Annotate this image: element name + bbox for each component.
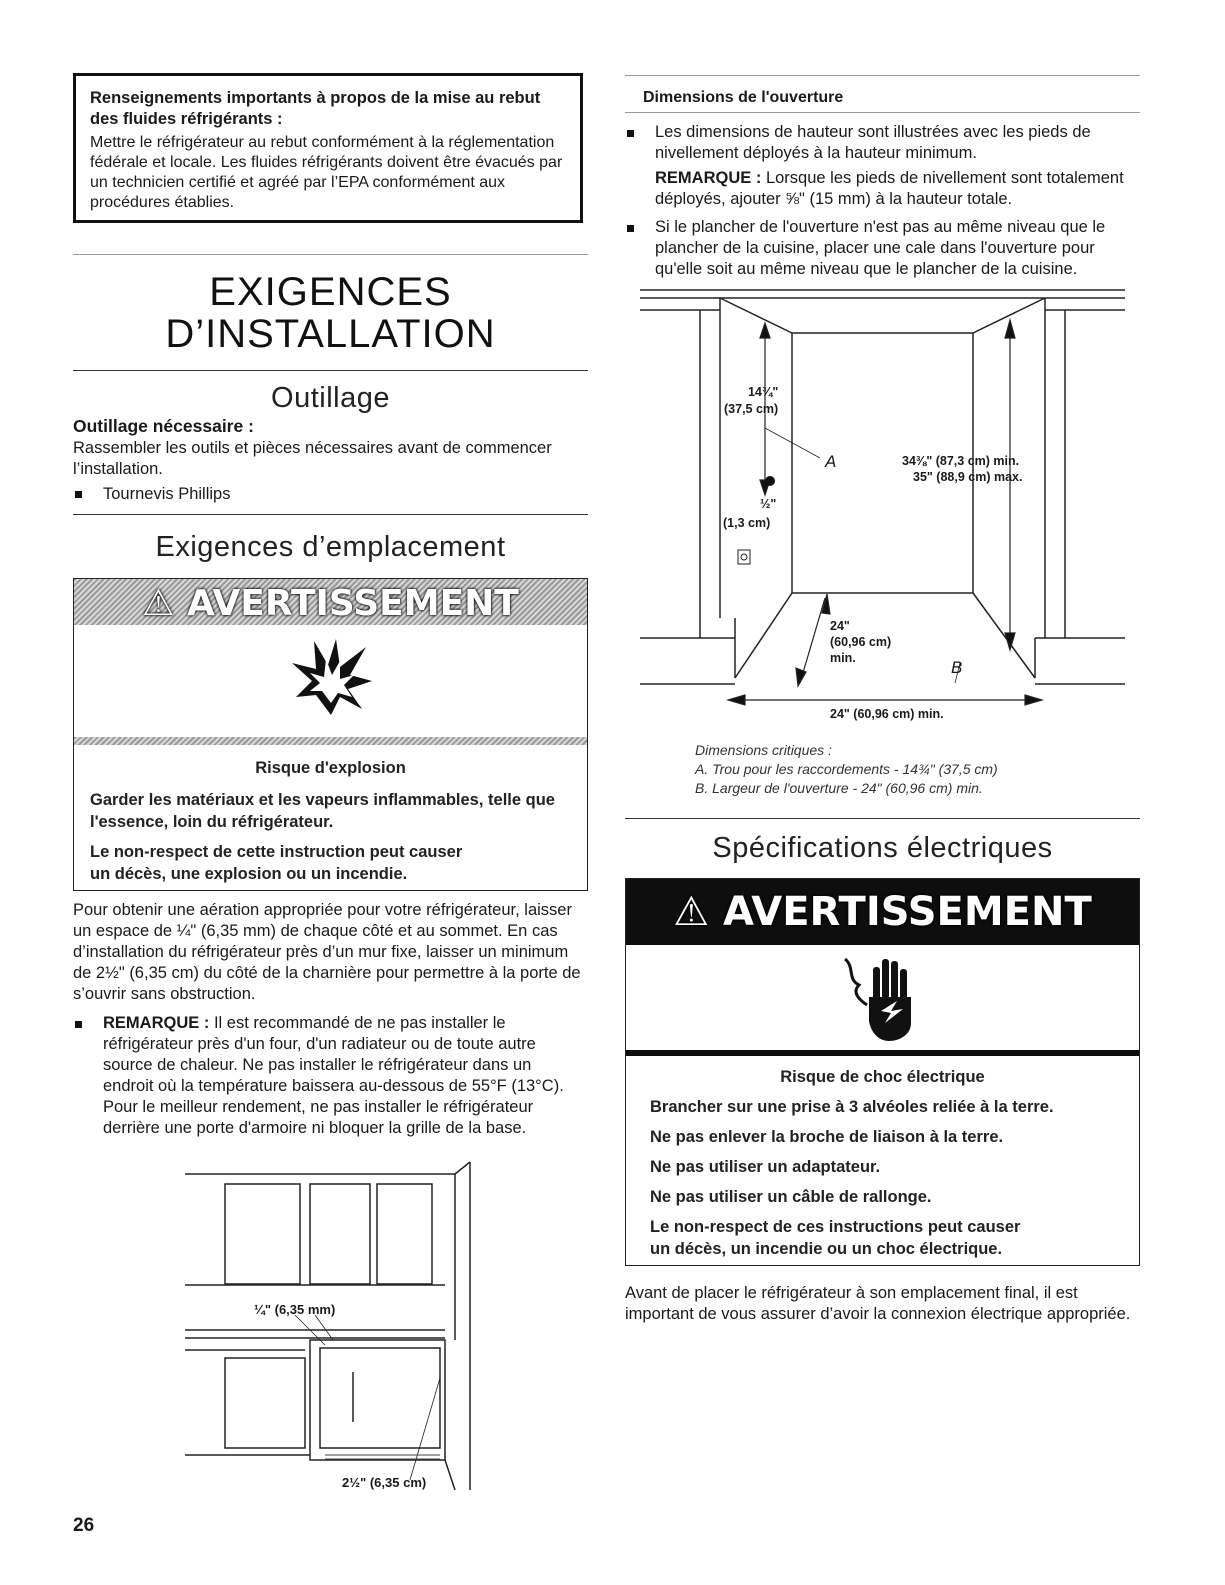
- label-a: A: [825, 452, 837, 471]
- note-label: REMARQUE :: [655, 169, 762, 187]
- note-label: REMARQUE :: [103, 1014, 210, 1032]
- clearance-diagram: [185, 1160, 475, 1500]
- warning-line-4: Ne pas utiliser un câble de rallonge.: [650, 1188, 932, 1206]
- divider: [625, 818, 1140, 819]
- divider: [625, 112, 1140, 113]
- bullet: [627, 130, 634, 137]
- tools-intro: Rassembler les outils et pièces nécessaires avant de commencer l’installation.: [73, 439, 552, 478]
- divider: [625, 75, 1140, 76]
- warning-line-1: Garder les matériaux et les vapeurs inflammables, telle que l'essence, loin du réfrigérateur.: [90, 791, 555, 831]
- electric-shock-hand-icon: [841, 953, 921, 1043]
- warning-line-2: Ne pas enlever la broche de liaison à la terre.: [650, 1128, 1004, 1146]
- warning-triangle-icon: ⚠: [142, 583, 175, 624]
- dim-height-min: 34⅜" (87,3 cm) min.: [902, 454, 1020, 468]
- hazard-title: Risque d'explosion: [255, 759, 406, 777]
- tools-subhead: Outillage nécessaire :: [73, 416, 254, 436]
- dim-hole-height-cm: (37,5 cm): [724, 402, 779, 416]
- divider: [73, 370, 588, 371]
- location-note: [103, 1013, 583, 1139]
- warning-separator: [74, 737, 587, 745]
- dim-width: 24" (60,96 cm) min.: [830, 707, 944, 721]
- note-text: Lorsque les pieds de nivellement sont totalement déployés, ajouter ⅝" (15 mm) à la hauteur totale.: [655, 169, 1124, 208]
- explosion-icon: [286, 637, 376, 717]
- disposal-info-body: Mettre le réfrigérateur au rebut conformément à la réglementation fédérale et locale. Les fluides réfrigérants doivent être évacués par un technicien certifié et agréé par l’EPA conformément aux procédures établies.: [90, 134, 563, 211]
- caption-b: B. Largeur de l'ouverture - 24" (60,96 cm) min.: [695, 780, 983, 796]
- dim-half-inch: ½": [760, 497, 777, 511]
- bullet: [75, 1021, 82, 1028]
- explosion-icon-area: [74, 625, 587, 737]
- section-title-line1: EXIGENCES: [209, 270, 452, 314]
- caption-title: Dimensions critiques :: [695, 742, 832, 758]
- explosion-warning-text: [74, 745, 587, 885]
- opening-dimensions-diagram: [640, 288, 1125, 723]
- warning-line-5a: Le non-respect de ces instructions peut causer: [650, 1218, 1021, 1236]
- dim-depth-cm: (60,96 cm): [830, 635, 892, 649]
- warning-line-1: Brancher sur une prise à 3 alvéoles reliée à la terre.: [650, 1098, 1054, 1116]
- electrical-paragraph: Avant de placer le réfrigérateur à son emplacement final, il est important de vous assurer d’avoir la connexion électrique appropriée.: [625, 1284, 1131, 1323]
- warning-banner: [626, 879, 1139, 945]
- electrical-warning-text: [626, 1056, 1139, 1260]
- electrical-title: Spécifications électriques: [712, 832, 1053, 864]
- warning-line-5b: un décès, un incendie ou un choc électrique.: [650, 1240, 1003, 1258]
- dim-depth-min: min.: [830, 651, 856, 665]
- opening-bullet-2: Si le plancher de l'ouverture n'est pas au même niveau que le plancher de la cuisine, placer une cale dans l'ouverture pour qu'elle soit au même niveau que le plancher de la cuisine.: [655, 218, 1106, 278]
- section-title-line2: D’INSTALLATION: [165, 312, 496, 356]
- warning-triangle-icon: ⚠: [673, 889, 710, 935]
- clearance-paragraph: Pour obtenir une aération appropriée pour votre réfrigérateur, laisser un espace de ¼" (6,35 mm) de chaque côté et au sommet. En cas d’installation du réfrigérateur près d’un mur fixe, laisser un minimum de 2½" (6,35 cm) du côté de la charnière pour permettre à la porte de s’ouvrir sans obstruction.: [73, 901, 581, 1003]
- dim-half-inch-cm: (1,3 cm): [723, 516, 771, 530]
- warning-banner-text: AVERTISSEMENT: [186, 583, 519, 624]
- dim-height-max: 35" (88,9 cm) max.: [913, 470, 1023, 484]
- fig-label-two-half-inch: 2½" (6,35 cm): [342, 1475, 427, 1490]
- hazard-title: Risque de choc électrique: [780, 1068, 985, 1086]
- opening-bullet-1: Les dimensions de hauteur sont illustrées avec les pieds de nivellement déployés à la hauteur minimum.: [655, 123, 1091, 162]
- opening-title: Dimensions de l'ouverture: [643, 89, 844, 106]
- tools-title: Outillage: [271, 382, 390, 414]
- shock-icon-area: [626, 945, 1139, 1050]
- note-text: Il est recommandé de ne pas installer le réfrigérateur près d'un four, d'un radiateur ou de toute autre source de chaleur. Ne pas installer le réfrigérateur dans un endroit où la température baissera au-dessous de 55°F (13°C). Pour le meilleur rendement, ne pas installer le réfrigérateur derrière une porte d'armoire ni bloquer la grille de la base.: [103, 1014, 564, 1137]
- electrical-warning-box: [625, 878, 1140, 1266]
- warning-line-2a: Le non-respect de cette instruction peut causer: [90, 843, 463, 861]
- fig-label-quarter-inch: ¼" (6,35 mm): [254, 1302, 336, 1317]
- bullet: [75, 491, 82, 498]
- bullet: [627, 225, 634, 232]
- page-number: 26: [73, 1515, 95, 1536]
- disposal-info-title: Renseignements importants à propos de la mise au rebut des fluides réfrigérants :: [90, 89, 541, 128]
- label-b: B: [951, 658, 963, 677]
- divider: [73, 254, 588, 255]
- dim-hole-height-inches: 14¾": [748, 385, 779, 399]
- caption-a: A. Trou pour les raccordements - 14¾" (37,5 cm): [695, 761, 998, 777]
- warning-banner: [74, 579, 587, 625]
- warning-banner-text: AVERTISSEMENT: [723, 889, 1092, 935]
- tools-item: Tournevis Phillips: [103, 485, 231, 503]
- warning-line-3: Ne pas utiliser un adaptateur.: [650, 1158, 881, 1176]
- warning-line-2b: un décès, une explosion ou un incendie.: [90, 865, 408, 883]
- location-title: Exigences d’emplacement: [155, 531, 506, 563]
- opening-note: [655, 168, 1135, 210]
- divider: [73, 514, 588, 515]
- disposal-info-box: [73, 73, 583, 223]
- explosion-warning-box: [73, 578, 588, 891]
- dim-depth-inches: 24": [830, 619, 850, 633]
